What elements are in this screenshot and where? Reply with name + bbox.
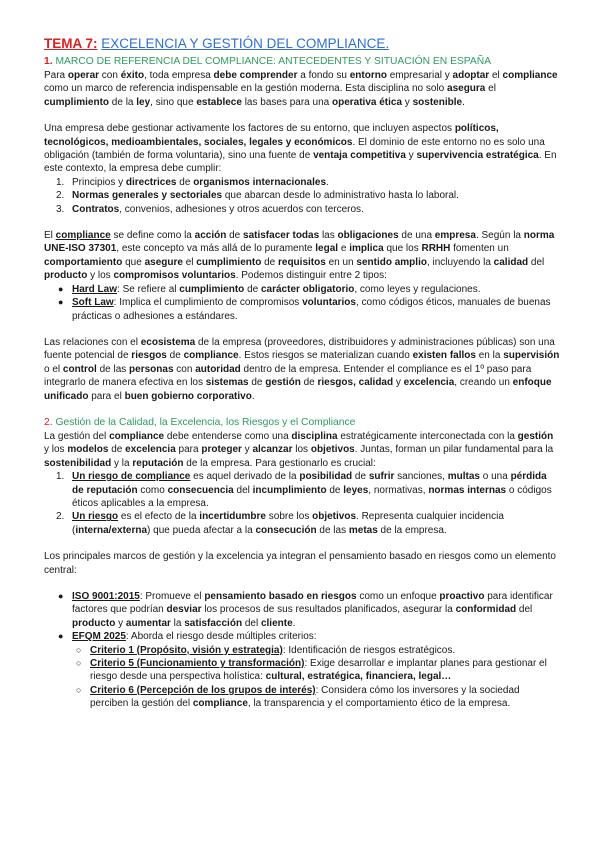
- document-body: [44, 36, 560, 711]
- frameworks-list: [44, 590, 560, 711]
- section-2-paragraph-1: La gestión del compliance debe entenderse como una disciplina estratégicamente interconectada con la gestión y los modelos de excelencia para proteger y alcanzar los objetivos. Juntas, forman un pilar fundamental para la sostenibilidad y la reputación de la empresa. Para gestionarlo es crucial:: [44, 430, 554, 469]
- title-text: EXCELENCIA Y GESTIÓN DEL COMPLIANCE.: [101, 36, 390, 51]
- list-item: 2. Un riesgo es el efecto de la incertidumbre sobre los objetivos. Representa cualquier incidencia (interna/externa) que pueda afectar a la consecución de las metas de la empresa.: [56, 511, 504, 536]
- list-item: ● ISO 9001:2015: Promueve el pensamiento basado en riesgos como un enfoque proactivo para identificar factores que podrían desviar los procesos de sus resultados planificados, asegurar la conformidad del producto y aumentar la satisfacción del cliente.: [58, 591, 553, 629]
- list-item: ○ Criterio 5 (Funcionamiento y transformación): Exige desarrollar e implantar planes para gestionar el riesgo desde una perspectiva holística: cultural, estratégica, financiera, legal…: [76, 658, 547, 683]
- efqm-criteria-list: [72, 644, 560, 711]
- section-1-paragraph-4: Las relaciones con el ecosistema de la empresa (proveedores, distribuidores y administraciones públicas) son una fuente potencial de riesgos de compliance. Estos riesgos se materializan cuando existen fallos en la supervisión o el control de las personas con autoridad dentro de la empresa. Entender el compliance es el 1º paso para integrarlo de manera efectiva en los sistemas de gestión de riesgos, calidad y excelencia, creando un enfoque unificado para el buen gobierno corporativo.: [44, 336, 560, 402]
- list-item: ○ Criterio 1 (Propósito, visión y estrategia): Identificación de riesgos estratégicos.: [76, 644, 456, 656]
- section-1-heading: 1. MARCO DE REFERENCIA DEL COMPLIANCE: ANTECEDENTES Y SITUACIÓN EN ESPAÑA: [44, 56, 492, 67]
- risk-definitions-list: [44, 470, 560, 537]
- list-item: ● Soft Law: Implica el cumplimiento de compromisos voluntarios, como códigos éticos, manuales de buenas prácticas o adhesiones a estándares.: [58, 297, 551, 322]
- page-title: [44, 36, 560, 52]
- section-1-paragraph-2: Una empresa debe gestionar activamente los factores de su entorno, que incluyen aspectos políticos, tecnológicos, medioambientales, sociales, legales y económicos. El dominio de este entorno no es solo una obligación (también de forma voluntaria), sino una fuente de ventaja competitiva y supervivencia estratégica. En este contexto, la empresa debe cumplir:: [44, 123, 557, 175]
- list-item: 1. Principios y directrices de organismos internacionales.: [56, 176, 329, 188]
- list-item: 1. Un riesgo de compliance es aquel derivado de la posibilidad de sufrir sanciones, multas o una pérdida de reputación como consecuencia del incumplimiento de leyes, normativas, normas internas o códigos éticos aplicables a la empresa.: [56, 471, 552, 509]
- section-2-paragraph-2: Los principales marcos de gestión y la excelencia ya integran el pensamiento basado en riesgos como un elemento central:: [44, 551, 556, 576]
- list-item: 2. Normas generales y sectoriales que abarcan desde lo administrativo hasta lo laboral.: [56, 190, 459, 202]
- list-item: ○ Criterio 6 (Percepción de los grupos de interés): Considera cómo los inversores y la sociedad perciben la gestión del compliance, la transparencia y el comportamiento ético de la empresa.: [76, 684, 520, 710]
- section-1-paragraph-3: El compliance se define como la acción de satisfacer todas las obligaciones de una empresa. Según la norma UNE-ISO 37301, este concepto va más allá de lo puramente legal e implica que los RRHH fomenten un comportamiento que asegure el cumplimiento de requisitos en un sentido amplio, incluyendo la calidad del producto y los compromisos voluntarios. Podemos distinguir entre 2 tipos:: [44, 230, 555, 282]
- section-2-heading: 2. Gestión de la Calidad, la Excelencia, los Riesgos y el Compliance: [44, 416, 356, 428]
- law-types-list: [44, 283, 560, 323]
- list-item: ● Hard Law: Se refiere al cumplimiento de carácter obligatorio, como leyes y regulaciones.: [58, 283, 481, 295]
- list-item: ● EFQM 2025: Aborda el riesgo desde múltiples criterios: ○ Criterio 1 (Propósito, visión y estrategia): Identificación de riesgos estratégicos. ○ Criterio 5 (Funcionamiento y transformación): Exige desarrollar e implantar planes para gestionar el riesgo desde una perspectiva holística: cultural, estratégica, financiera, legal… ○ Criterio 6 (Percepción de los grupos de interés): Considera cómo los inversores y la sociedad perciben la gestión del compliance, la transparencia y el comportamiento ético de la empresa.: [44, 630, 560, 710]
- list-item: 3. Contratos, convenios, adhesiones y otros acuerdos con terceros.: [56, 203, 364, 215]
- title-number: TEMA 7:: [44, 36, 98, 51]
- obligations-list: [44, 176, 560, 216]
- section-1-paragraph-1: Para operar con éxito, toda empresa debe comprender a fondo su entorno empresarial y adoptar el compliance como un marco de referencia indispensable en la gestión moderna. Esta disciplina no solo asegura el cumplimiento de la ley, sino que establece las bases para una operativa ética y sostenible.: [44, 70, 558, 108]
